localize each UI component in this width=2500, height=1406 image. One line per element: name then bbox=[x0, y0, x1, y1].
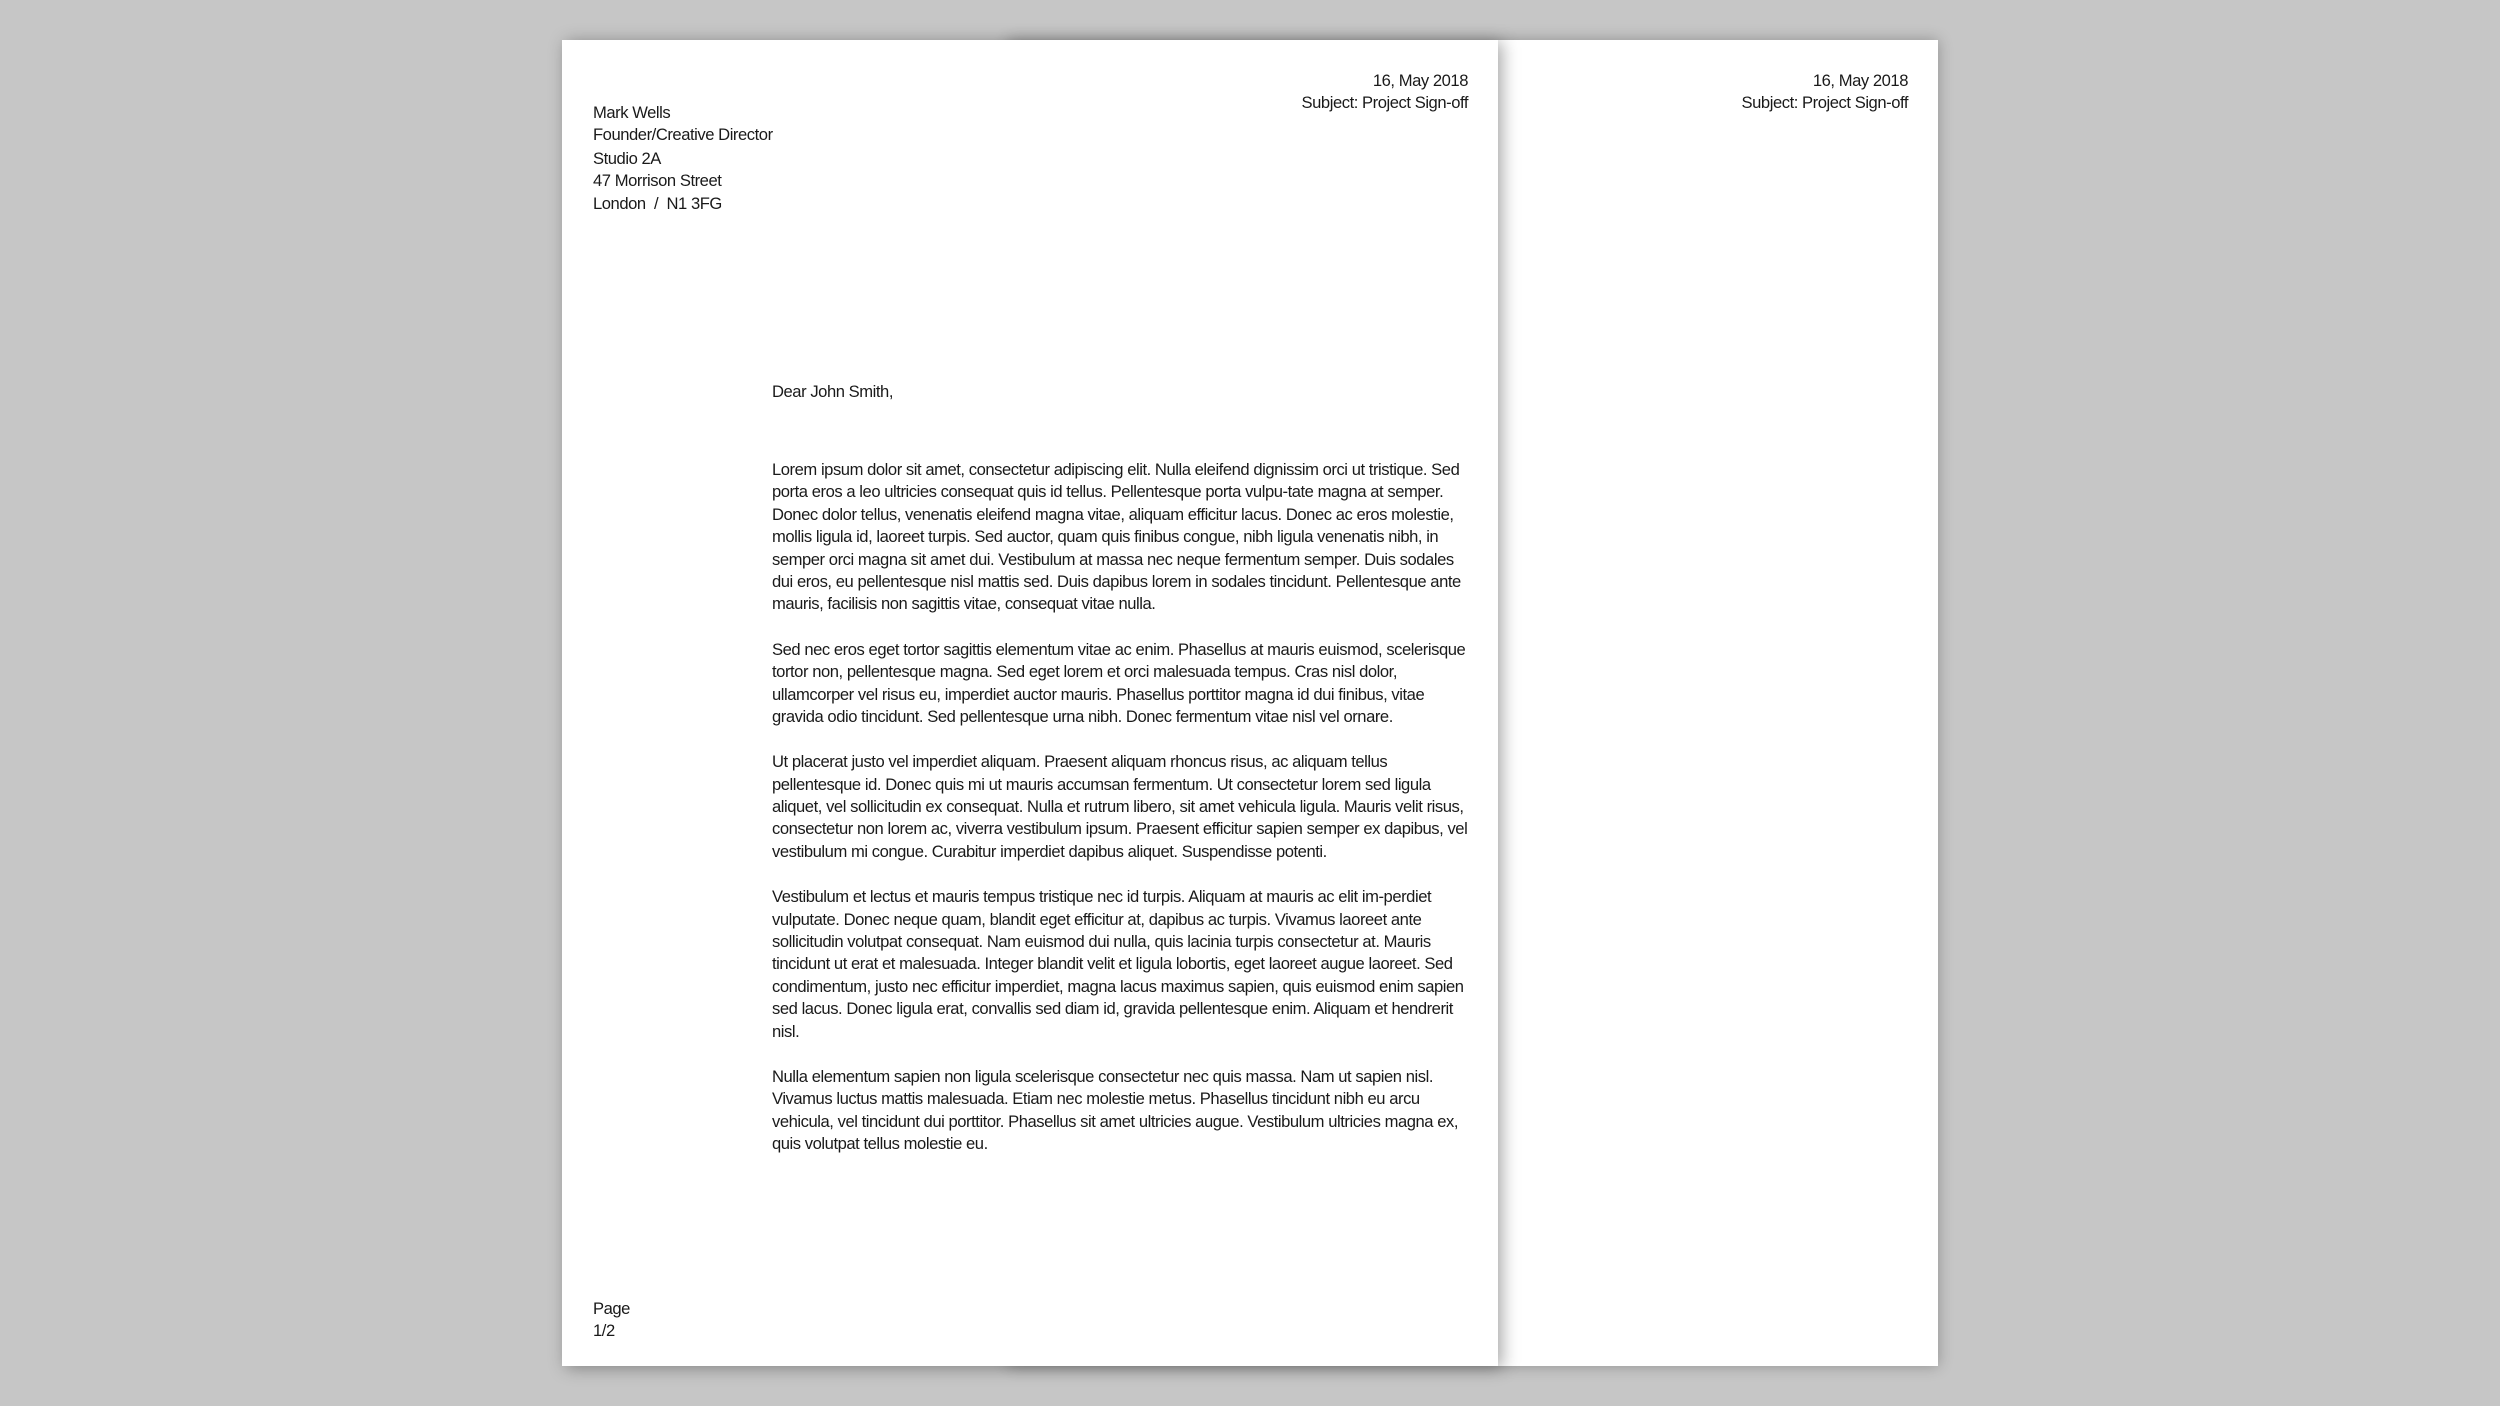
letter-date: 16, May 2018 bbox=[1372, 71, 1468, 90]
address-block bbox=[593, 148, 722, 215]
address-line: Studio 2A bbox=[593, 149, 661, 168]
body-paragraph: Sed nec eros eget tortor sagittis elementum vitae ac enim. Phasellus at mauris euismod, scelerisque tortor non, pellentesque magna. Sed eget lorem et orci malesuada tempus. Cras nisl dolor, ullamcorper vel risus eu, imperdiet auctor mauris. Phasellus porttitor magna id dui finibus, vitae gravida odio tincidunt. Sed pellentesque urna nibh. Donec fermentum vitae nisl vel ornare. bbox=[772, 639, 1466, 726]
page-number: 1/2 bbox=[593, 1321, 615, 1341]
sender-block bbox=[593, 102, 773, 147]
body-paragraph: Ut placerat justo vel imperdiet aliquam. Praesent aliquam rhoncus risus, ac aliquam tellus pellentesque id. Donec quis mi ut mauris accumsan fermentum. Ut consectetur lorem sed ligula aliquet, vel sollicitudin ex consequat. Nulla et rutrum libero, sit amet vehicula ligula. Mauris velit risus, consectetur non lorem ac, viverra vestibulum ipsum. Praesent efficitur sapien semper ex dapibus, vel vestibulum mi congue. Curabitur imperdiet dapibus aliquet. Suspendisse potenti. bbox=[772, 752, 1468, 861]
sender-title: Founder/Creative Director bbox=[593, 125, 773, 145]
letter-page-1 bbox=[562, 40, 1498, 1366]
page-label: Page bbox=[593, 1299, 630, 1318]
date-subject-block bbox=[1302, 70, 1468, 115]
sender-name: Mark Wells bbox=[593, 103, 671, 122]
page-footer bbox=[593, 1298, 630, 1343]
address-line: London / N1 3FG bbox=[593, 193, 722, 213]
letter-date: 16, May 2018 bbox=[1812, 71, 1908, 90]
date-subject-block bbox=[1742, 70, 1908, 115]
greeting: Dear John Smith, bbox=[772, 382, 893, 401]
letter-subject: Subject: Project Sign-off bbox=[1301, 93, 1468, 113]
letter-body bbox=[772, 459, 1468, 1179]
body-paragraph: Nulla elementum sapien non ligula scelerisque consectetur nec quis massa. Nam ut sapien nisl. Vivamus luctus mattis malesuada. Etiam nec molestie metus. Phasellus tincidunt nibh eu arcu vehicula, vel tincidunt dui porttitor. Phasellus sit amet ultricies augue. Vestibulum ultricies magna ex, quis volutpat tellus molestie eu. bbox=[772, 1066, 1459, 1154]
letter-subject: Subject: Project Sign-off bbox=[1741, 93, 1908, 113]
body-paragraph: Vestibulum et lectus et mauris tempus tristique nec id turpis. Aliquam at mauris ac elit im-perdiet vulputate. Donec neque quam, blandit eget efficitur at, dapibus ac turpis. Vivamus laoreet ante sollicitudin volutpat consequat. Nam euismod dui nulla, quis lacinia turpis consectetur at. Mauris tincidunt ut erat et malesuada. Integer blandit velit et ligula lobortis, eget laoreet augue laoreet. Sed condimentum, justo nec efficitur imperdiet, magna lacus maximus sapien, quis euismod enim sapien sed lacus. Donec ligula erat, convallis sed diam id, gravida pellentesque enim. Aliquam et hendrerit nisl. bbox=[772, 887, 1464, 1041]
address-line: 47 Morrison Street bbox=[593, 171, 722, 191]
body-paragraph: Lorem ipsum dolor sit amet, consectetur adipiscing elit. Nulla eleifend dignissim orci ut tristique. Sed porta eros a leo ultricies consequat quis id tellus. Pellentesque porta vulpu-tate magna at semper. Donec dolor tellus, venenatis eleifend magna vitae, aliquam efficitur lacus. Donec ac eros molestie, mollis ligula id, laoreet turpis. Sed auctor, quam quis finibus congue, nibh ligula venenatis nibh, in semper orci magna sit amet dui. Vestibulum at massa nec neque fermentum semper. Duis sodales dui eros, eu pellentesque nisl mattis sed. Duis dapibus lorem in sodales tincidunt. Pellentesque ante mauris, facilisis non sagittis vitae, consequat vitae nulla. bbox=[772, 460, 1461, 614]
